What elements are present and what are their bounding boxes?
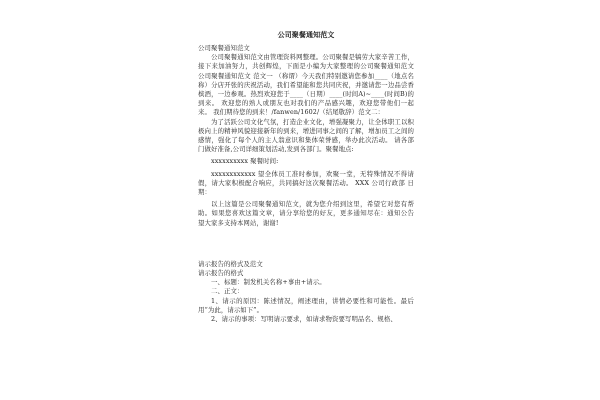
body-paragraph: 公司聚餐通知范文由管理资料网整理。公司聚餐是犒劳大家辛苦工作，接下来加油努力，共创辉煌，下面是小编为大家整理的公司聚餐通知范文 公司聚餐通知范文 范文一 （称谓）今天我们特别邀请您参加____（地点名称）分店开张的庆祝活动，我们希望能和您共同庆祝，并邀请您一边品尝香槟酒，一边参观。热烈欢迎您于____（日期）____(时间A)~____(时间B)的到来。 欢迎您的熟人或朋友也对我们的产品感兴趣，欢迎您带他们一起来。 我们期待您的到来！/fanwen/1602/（结尾敬辞）范文二： (198, 53, 414, 117)
document-title: 公司聚餐通知范文 (277, 30, 335, 39)
document-page (198, 30, 414, 324)
body-paragraph: 2、请示的事项：写明请示要求，如请求物资要写明品名、规格、 (211, 315, 397, 324)
body-paragraph: xxxxxxxxxx 聚餐时间: (211, 157, 279, 166)
body-paragraph: 一、标题：制发机关名称+事由+请示。 (211, 278, 326, 287)
body-paragraph: xxxxxxxxxxxx 望全体员工准时参加，欢聚一堂，无特殊情况不得请假，请大家积极配合响应，共同搞好这次聚餐活动。 XXX 公司行政部 日期： (198, 169, 414, 197)
section-heading: 请示报告的格式 (198, 269, 244, 278)
section-heading: 公司聚餐通知范文 (198, 44, 250, 52)
section-heading: 请示报告的格式及范文 (198, 259, 263, 268)
body-paragraph: 二、正文： (211, 287, 244, 296)
body-paragraph: 1、请示的原因：陈述情况，阐述理由，讲情必要性和可能性。最后用“为此，请示如下”。 (198, 296, 414, 314)
body-paragraph: 为了活跃公司文化气氛，打造企业文化，增强凝聚力，让全体职工以积极向上的精神风貌迎接新年的到来，增进同事之间的了解，增加员工之间的感情，强化了每个人的主人翁意识和集体荣誉感，举办此次活动。 请各部门做好准备,公司详细策划活动,发到各部门。聚餐地点: (198, 117, 414, 154)
body-paragraph: 以上这篇是公司聚餐通知范文，就为您介绍到这里，希望它对您有帮助。如果您喜欢这篇文章，请分享给您的好友，更多通知尽在：通知公告 望大家多支持本网站，谢谢! (198, 200, 414, 227)
